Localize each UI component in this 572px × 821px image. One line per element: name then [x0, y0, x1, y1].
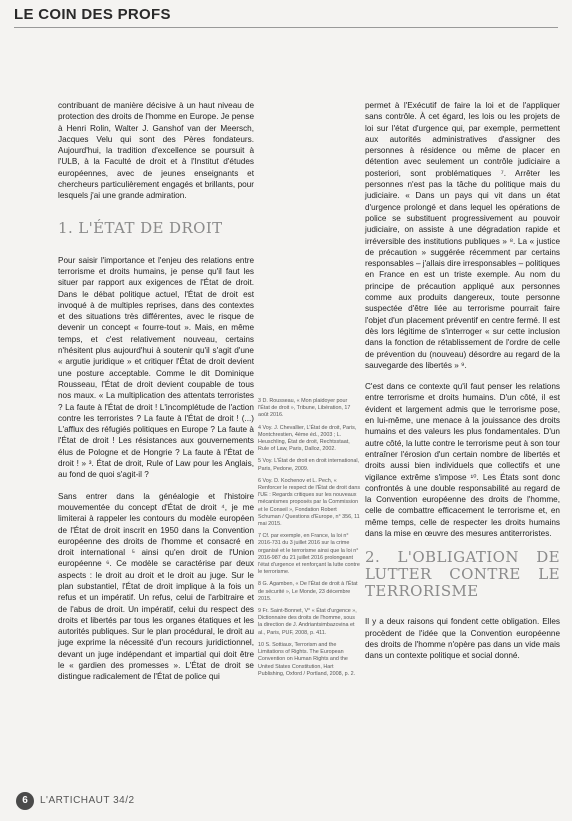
footnotes-column [258, 398, 360, 683]
paragraph: C'est dans ce contexte qu'il faut penser les relations entre terrorisme et droits humains. D'un côté, il est évident et largement admis que le terrorisme pose, en lui-même, une menace à la jouissance des droits humains et des valeurs les plus fondamentales. D'un autre côté, la lutte contre le terrorisme peut à son tour entraîner l'érosion d'un certain nombre de libertés et droits aussi bien individuels que collectifs et une vigilance extrême s'impose ¹⁰. Les États sont donc confrontés à une double responsabilité au regard de la Convention européenne des droits de l'homme, celle de combattre efficacement le terrorisme et, en même temps, celle de respecter les droits humains dans la mise en œuvre des mesures antiterroristes. [365, 382, 560, 538]
footnote: 7 Cf. par exemple, en France, la loi n° 2016-731 du 3 juillet 2016 sur la crime organisé et le terrorisme ainsi que la loi n° 2016-987 du 21 juillet 2016 prolongeant l'état d'urgence et renforçant la lutte contre le terrorisme. [258, 533, 360, 576]
header-divider [14, 27, 558, 28]
journal-name: L'ARTICHAUT 34/2 [40, 795, 135, 806]
footnote: 6 Voy. D. Kochenov et L. Pech, « Renforcer le respect de l'État de droit dans l'UE : Regards critiques sur les nouveaux mécanismes proposés par la Commission et le Conseil », Fondation Robert Schuman / Questions d'Europe, n° 356, 11 mai 2015. [258, 477, 361, 528]
footnote: 5 Voy. L'État de droit en droit international, Paris, Pedone, 2009. [258, 458, 360, 472]
left-column [58, 100, 254, 693]
footnote: 8 G. Agamben, « De l'État de droit à l'État de sécurité », Le Monde, 23 décembre 2015. [258, 581, 358, 602]
paragraph: Il y a deux raisons qui fondent cette obligation. Elles procèdent de l'idée que la Convention européenne des droits de l'homme n'opère pas dans un vide mais dans un contexte politique et social donné. [365, 617, 560, 661]
paragraph: Sans entrer dans la généalogie et l'histoire mouvementée du concept d'État de droit ⁴, je me limiterai à rappeler les contours du modèle européen de l'État de droit inscrit en 1950 dans la Convention européenne des droits de l'homme et consacré en droit international ⁵ ainsi qu'en droit de l'Union européenne ⁶. Ce modèle se caractérise par deux aspects : le droit au droit et le droit au juge. Sur le plan substantiel, l'État de droit implique à la fois un refus et un impératif. Un refus, celui de l'arbitraire et de l'abus de droit. Un impératif, celui du respect des droits et libertés par tous les organes étatiques et les autorités publiques. Sur le plan procédural, le droit au juge exprime la nécessité d'un recours juridictionnel, devant un juge indépendant et impartial qui doit être le « gardien des promesses ». L'État de droit se distingue radicalement de l'État de police qui [58, 491, 254, 682]
paragraph: Pour saisir l'importance et l'enjeu des relations entre terrorisme et droits humains, je pense qu'il faut les situer par rapport aux exigences de l'État de droit. Dans le débat politique actuel, l'État de droit est invoqué à de multiples reprises, dans des contextes et des situations très différentes, avec le risque de devenir un concept « fourre-tout ». Mais, en même temps, et c'est relativement nouveau, certains n'hésitent plus aujourd'hui à soutenir qu'il s'agit d'une « argutie juridique » et critiquer l'État de droit devient une posture acceptable. Comme le dit Dominique Rousseau, l'État de droit devient coupable de tous nos maux. « La multiplication des attentats terroristes ? La faute à l'État de droit ! L'incomplétude de l'action contre les terroristes ? La faute à l'État de droit ! (...) L'afflux des réfugiés politiques en Europe ? La faute à l'État de droit ! Les résistances aux gouvernements élus de Pologne et de Hongrie ? La faute à l'État de droit ! » ³. État de droit, Rule of Law pour les Anglais, au fond de quoi s'agit-il ? [58, 255, 254, 480]
footnote: 4 Voy. J. Chevallier, L'État de droit, Paris, Montchrestien, 4ème éd., 2003 ; L. Heuschling, État de droit, Rechtsstaat, Rule of Law, Paris, Dalloz, 2002. [258, 424, 357, 453]
page-number-badge: 6 [16, 792, 34, 810]
paragraph: permet à l'Exécutif de faire la loi et de l'appliquer sans contrôle. À cet égard, les lois ou les projets de loi sur l'état d'urgence qui, par exemple, permettent aux autorités administratives d'assigner des personnes à résidence ou même de placer en détention avec seulement un contrôle judiciaire a posteriori, sont problématiques ⁷. Arrêter les personnes n'est pas la tâche du politique mais du judiciaire. « Dans un pays qui vit dans un état d'urgence prolongé et dans lequel les opérations de police se substituent progressivement au pouvoir judiciaire, on assiste à une dégradation rapide et irréversible des institutions publiques » ⁸. La « justice de précaution » suggérée récemment par certains responsables – j'allais dire irresponsables – politiques en France en est un triste exemple. Au nom du principe de précaution appliqué aux personnes comme aux produits dangereux, toute personne suspectée d'être liée au terrorisme pourrait faire l'objet d'un placement préventif en centre fermé. Il est dès lors légitime de s'interroger « sur cette inclusion dans la fonction de rétablissement de l'ordre de celle de prévention du (nouveau) désordre au regard de la sauvegarde des libertés » ⁹. [365, 101, 560, 370]
right-column [365, 100, 560, 671]
section-header: LE COIN DES PROFS [14, 6, 171, 23]
footnote: 3 D. Rousseau, « Mon plaidoyer pour l'État de droit », Tribune, Libération, 17 août 2016. [258, 398, 351, 419]
section-heading-1: 1. L'ÉTAT DE DROIT [58, 218, 223, 237]
section-heading-2: 2. L'OBLIGATION DE LUTTER CONTRE LE TERRORISME [365, 548, 560, 601]
intro-paragraph: contribuant de manière décisive à un haut niveau de protection des droits de l'homme en Europe. Je pense à Henri Rolin, Walter J. Ganshof van der Meersch, Jacques Velu qui sont des Pères fondateurs. Aujourd'hui, la tradition d'excellence se poursuit à l'ULB, à la Faculté de droit et à l'Institut d'études européennes, avec de jeunes enseignants et chercheurs particulièrement engagés et brillants, pour lesquels j'ai une grande admiration. [58, 101, 254, 201]
footnote: 10 S. Sottiaux, Terrorism and the Limitations of Rights. The European Convention on Human Rights and the United States Constitution, Hart Publishing, Oxford / Portland, 2008, p. 2. [258, 641, 356, 677]
footnote: 9 Fr. Saint-Bonnet, V° « État d'urgence », Dictionnaire des droits de l'homme, sous la direction de J. Andriantsimbazovina et al., Paris, PUF, 2008, p. 411. [258, 608, 357, 636]
